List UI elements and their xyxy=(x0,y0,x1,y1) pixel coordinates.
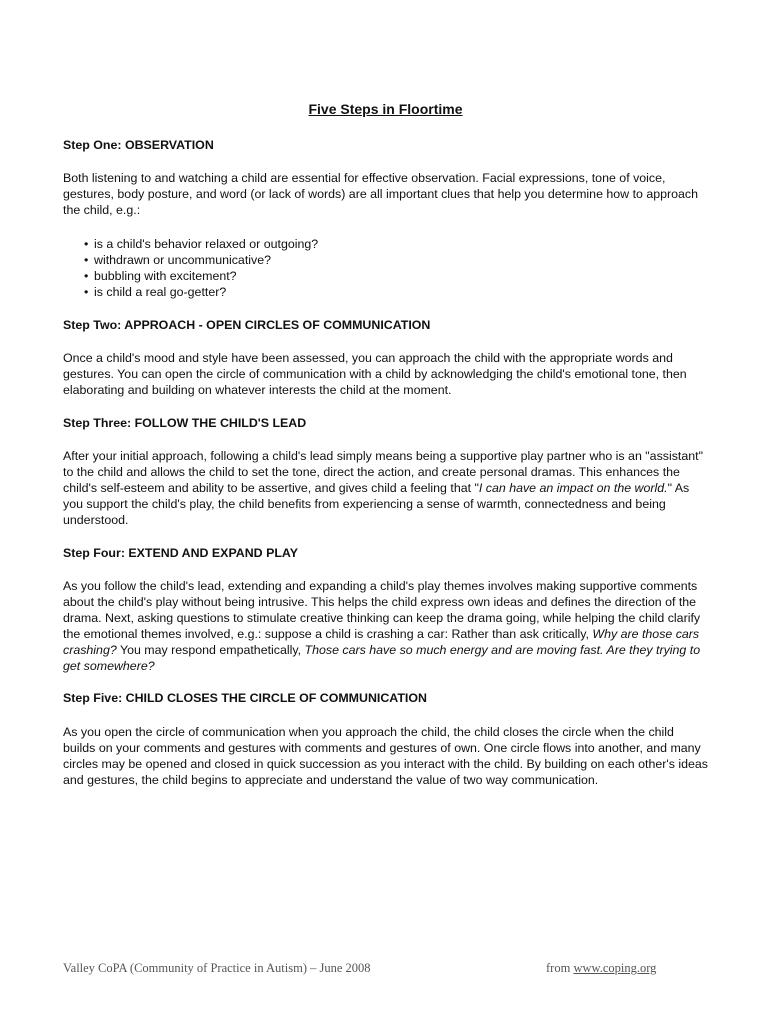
step-three-text-b: " As you support the child's play, the child benefits from experiencing a sense of warmth, connectedness and being understood. xyxy=(63,481,690,527)
step-three-paragraph xyxy=(63,448,708,528)
bullet-icon: • xyxy=(84,269,89,283)
list-item xyxy=(63,236,318,252)
step-four-text-a: As you follow the child's lead, extending and expanding a child's play themes involves making supportive comments about the child's play without being intrusive. This helps the child express own ideas and defines the direction of the drama. Next, asking questions to stimulate creative thinking can keep the drama going, while helping the child clarify the emotional themes involved, e.g.: suppose a child is crashing a car: Rather than ask critically, xyxy=(63,579,701,641)
step-two-paragraph: Once a child's mood and style have been assessed, you can approach the child with the appropriate words and gestures. You can open the circle of communication with a child by acknowledging the child's emotional tone, then elaborating and building on whatever interests the child at the moment. xyxy=(63,351,687,397)
bullet-icon: • xyxy=(84,237,89,251)
list-item xyxy=(63,268,318,284)
bullet-text: is a child's behavior relaxed or outgoing? xyxy=(94,237,319,251)
step-three-text-a: After your initial approach, following a child's lead simply means being a supportive play partner who is an "assistant" to the child and allows the child to set the tone, direct the action, and create personal dramas. This enhances the child's self-esteem and ability to be assertive, and gives child a feeling that " xyxy=(63,449,703,495)
step-five-paragraph: As you open the circle of communication when you approach the child, the child closes the circle when the child builds on your comments and gestures with comments and gestures of own. One circle flows into another, and many circles may be opened and closed in quick succession as you interact with the child. By building on each other's ideas and gestures, the child begins to appreciate and understand the value of two way communication. xyxy=(63,725,708,787)
step-four-heading: Step Four: EXTEND AND EXPAND PLAY xyxy=(63,546,298,560)
step-three-quote: I can have an impact on the world. xyxy=(478,481,668,495)
step-one-text-a: Both listening to and watching a child are essential for effective observation xyxy=(63,171,476,185)
step-five-heading: Step Five: CHILD CLOSES THE CIRCLE OF COMMUNICATION xyxy=(63,691,427,705)
step-one-text-b: . Facial expressions, tone of voice, gestures, body posture, and word (or lack of words) are all important clues that help you determine how to approach the child, e.g.: xyxy=(63,171,699,217)
bullet-icon: • xyxy=(84,285,89,299)
step-four-paragraph xyxy=(63,578,708,674)
step-four-quote-2: Those cars have so much energy and are moving fast. Are they trying to get somewhere? xyxy=(63,643,701,673)
bullet-text: bubbling with excitement? xyxy=(94,269,237,283)
step-one-paragraph xyxy=(63,170,708,218)
page-title: Five Steps in Floortime xyxy=(308,101,463,117)
step-three-heading: Step Three: FOLLOW THE CHILD'S LEAD xyxy=(63,416,307,430)
footer-source-prefix: from xyxy=(546,961,574,975)
observation-bullet-list xyxy=(63,236,318,300)
bullet-icon: • xyxy=(84,253,89,267)
bullet-text: is child a real go-getter? xyxy=(94,285,227,299)
list-item xyxy=(63,284,318,300)
step-one-heading: Step One: OBSERVATION xyxy=(63,138,214,152)
footer-source-link[interactable]: www.coping.org xyxy=(573,961,657,975)
bullet-text: withdrawn or uncommunicative? xyxy=(94,253,271,267)
step-four-text-b: You may respond empathetically, xyxy=(116,643,305,657)
list-item xyxy=(63,252,318,268)
footer-credit: Valley CoPA (Community of Practice in Autism) – June 2008 xyxy=(63,961,371,975)
step-four-quote-1: Why are those cars crashing? xyxy=(63,627,700,657)
footer-source xyxy=(546,961,656,976)
step-two-heading: Step Two: APPROACH - OPEN CIRCLES OF COMMUNICATION xyxy=(63,318,431,332)
